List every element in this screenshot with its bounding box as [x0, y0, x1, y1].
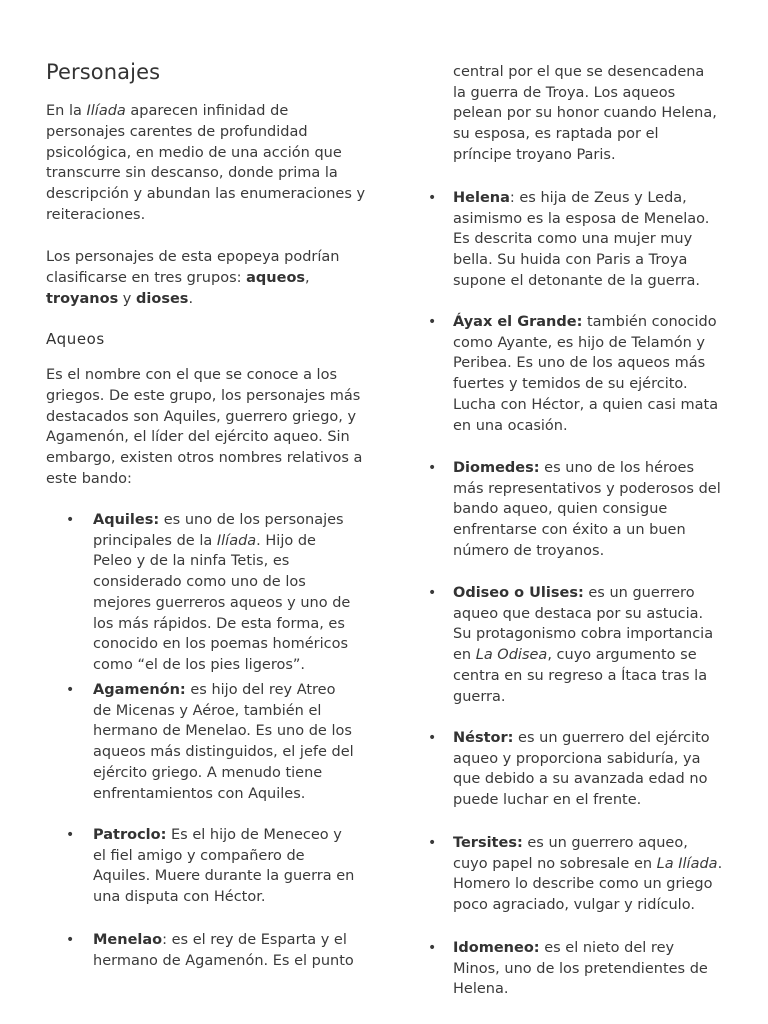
italic-title: La Odisea — [475, 647, 548, 664]
list-item-agamenon — [93, 680, 358, 804]
groups-text: Los personajes de esta epopeya podrían clasificarse en tres grupos: — [46, 249, 340, 286]
group-troyanos: troyanos — [46, 290, 119, 307]
page-title: Personajes — [46, 60, 161, 84]
bullet-marker: • — [428, 314, 437, 330]
italic-title: La Ilíada — [656, 855, 718, 872]
list-item-tersites — [453, 833, 725, 916]
character-text: es un guerrero aqueo que destaca por su astucia. Su protagonismo cobra importancia en — [453, 585, 714, 664]
character-text: . Hijo de Peleo y de la ninfa Tetis, es considerado como uno de los mejores guerreros aqueos y uno de los más rápidos. De esta forma, es conocido en los poemas homéricos como “el de los pies ligeros”. — [93, 532, 351, 673]
iliada-title: Ilíada — [86, 103, 126, 119]
groups-sep: y — [118, 290, 137, 307]
section-heading-aqueos: Aqueos — [46, 330, 105, 348]
aqueos-intro-paragraph: Es el nombre con el que se conoce a los griegos. De este grupo, los personajes más destacados son Aquiles, guerrero griego, y Agamenón, el líder del ejército aqueo. Sin embargo, existen otros nombres relativos a este bando: — [46, 367, 363, 487]
character-text: : es hija de Zeus y Leda, asimismo es la esposa de Menelao. Es descrita como una mujer muy bella. Su huida con Paris a Troya supone el detonante de la guerra. — [453, 190, 710, 289]
list-item-ayax — [453, 312, 721, 436]
intro-rest: aparecen infinidad de personajes carentes de profundidad psicológica, en medio de una acción que transcurre sin descanso, donde prima la descripción y abundan las enumeraciones y reiteraciones. — [46, 103, 366, 223]
character-name: Patroclo: — [93, 827, 167, 843]
bullet-marker: • — [66, 682, 75, 698]
character-name: Idomeneo: — [453, 940, 540, 956]
groups-sep: , — [305, 269, 310, 286]
character-text: : es el rey de Esparta y el hermano de Agamenón. Es el punto — [93, 932, 354, 969]
bullet-marker: • — [428, 460, 437, 476]
intro-prefix: En la — [46, 103, 87, 119]
character-text: es un guerrero del ejército aqueo y proporciona sabiduría, ya que debido a su avanzada edad no puede luchar en el frente. — [453, 730, 710, 809]
italic-title: Ilíada — [216, 532, 257, 549]
bullet-marker: • — [428, 835, 437, 851]
character-text: Es el hijo de Meneceo y el fiel amigo y compañero de Aquiles. Muere durante la guerra en una disputa con Héctor. — [93, 827, 355, 906]
group-aqueos: aqueos — [246, 269, 306, 286]
groups-paragraph — [46, 247, 346, 309]
list-item-patroclo — [93, 825, 358, 908]
bullet-marker: • — [428, 585, 437, 601]
list-item-nestor — [453, 728, 721, 811]
bullet-marker: • — [66, 932, 75, 948]
list-item-menelao-continued: central por el que se desencadena la guerra de Troya. Los aqueos pelean por su honor cuando Helena, su esposa, es raptada por el príncipe troyano Paris. — [453, 64, 717, 163]
character-text: también conocido como Ayante, es hijo de Telamón y Peribea. Es uno de los aqueos más fuertes y temidos de su ejército. Lucha con Héctor, a quien casi mata en una ocasión. — [453, 314, 719, 434]
character-text: es hijo del rey Atreo de Micenas y Aéroe, también el hermano de Menelao. Es uno de los aqueos más distinguidos, el jefe del ejército griego. A menudo tiene enfrentamientos con Aquiles. — [93, 682, 354, 802]
bullet-marker: • — [66, 512, 75, 528]
bullet-marker: • — [66, 827, 75, 843]
character-name: Tersites: — [453, 835, 523, 851]
character-text: es el nieto del rey Minos, uno de los pretendientes de Helena. — [453, 940, 708, 998]
character-text: es uno de los héroes más representativos y poderosos del bando aqueo, quien consigue enfrentarse con éxito a un buen número de troyanos. — [453, 460, 721, 559]
list-item-helena — [453, 188, 721, 292]
character-name: Helena — [453, 190, 510, 206]
character-name: Odiseo o Ulises: — [453, 585, 584, 601]
character-text: . Homero lo describe como un griego poco agraciado, vulgar y ridículo. — [453, 855, 723, 914]
character-text: , cuyo argumento se centra en su regreso a Ítaca tras la guerra. — [453, 647, 708, 705]
groups-end: . — [188, 290, 194, 307]
character-name: Agamenón: — [93, 682, 186, 698]
list-item-aquiles — [93, 510, 355, 676]
group-dioses: dioses — [136, 290, 189, 307]
character-name: Menelao — [93, 932, 163, 948]
character-name: Diomedes: — [453, 460, 540, 476]
bullet-marker: • — [428, 190, 437, 206]
character-text: es un guerrero aqueo, cuyo papel no sobresale en — [453, 835, 688, 872]
character-name: Áyax el Grande: — [453, 314, 583, 330]
character-name: Aquiles: — [93, 512, 160, 528]
bullet-marker: • — [428, 940, 437, 956]
character-name: Néstor: — [453, 730, 514, 746]
list-item-odiseo — [453, 583, 721, 707]
intro-paragraph — [46, 101, 366, 226]
character-text: es uno de los personajes principales de la — [93, 512, 344, 549]
list-item-diomedes — [453, 458, 721, 562]
list-item-idomeneo — [453, 938, 725, 1000]
bullet-marker: • — [428, 730, 437, 746]
list-item-menelao — [93, 930, 358, 971]
